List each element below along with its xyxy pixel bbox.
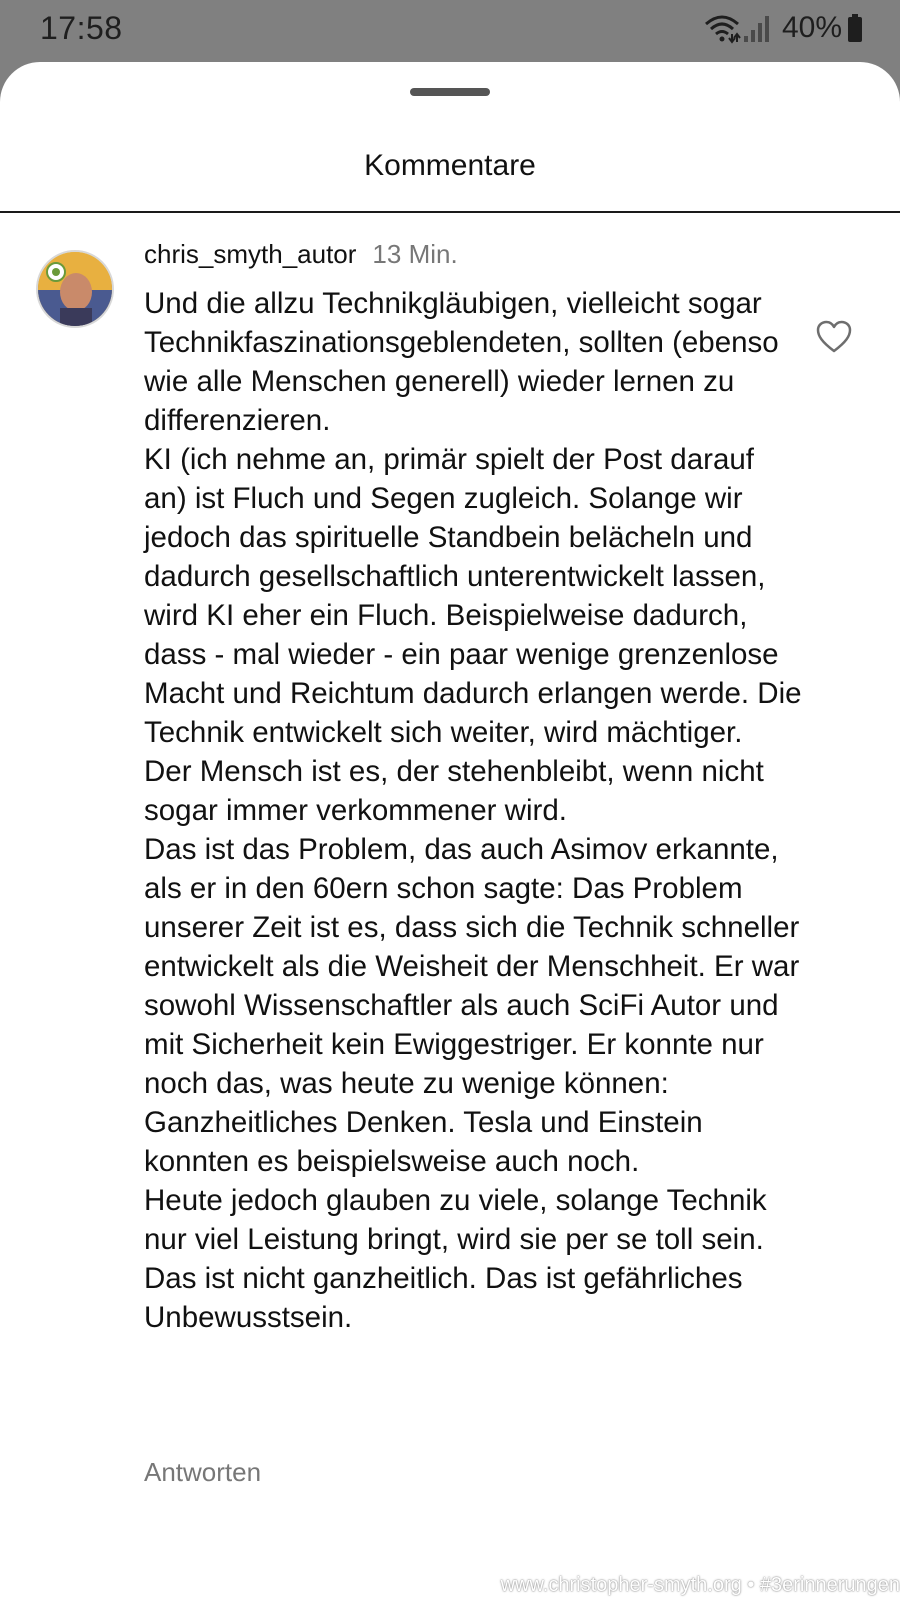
battery-percent: 40% <box>781 11 842 44</box>
comments-sheet <box>0 62 900 1600</box>
comment-username[interactable]: chris_smyth_autor <box>144 239 357 269</box>
avatar[interactable] <box>36 250 114 328</box>
comment-timestamp: 13 Min. <box>372 239 458 269</box>
signal-icon <box>742 12 772 44</box>
reply-button[interactable]: Antworten <box>144 1457 262 1487</box>
heart-outline-icon[interactable] <box>816 320 852 354</box>
sheet-title: Kommentare <box>364 149 536 182</box>
status-icons <box>702 8 864 48</box>
comment-header <box>144 234 458 274</box>
status-bar <box>0 0 900 56</box>
battery-icon <box>846 12 864 44</box>
status-time: 17:58 <box>40 10 123 46</box>
watermark: www.christopher-smyth.org • #3erinnerungen <box>500 1574 900 1596</box>
drag-handle[interactable] <box>410 88 490 96</box>
header-divider <box>0 211 900 213</box>
comment-text: Und die allzu Technikgläubigen, vielleicht sogar Technikfaszinationsgeblendeten, sollten (ebenso wie alle Menschen generell) wieder lernen zu differenzieren. KI (ich nehme an, primär spielt der Post darauf an) ist Fluch und Segen zugleich. Solange wir jedoch das spirituelle Standbein belächeln und dadurch gesellschaftlich unterentwickelt lassen, wird KI eher ein Fluch. Beispielweise dadurch, dass - mal wieder - ein paar wenige grenzenlose Macht und Reichtum dadurch erlangen werde. Die Technik entwickelt sich weiter, wird mächtiger. Der Mensch ist es, der stehenbleibt, wenn nicht sogar immer verkommener wird. Das ist das Problem, das auch Asimov erkannte, als er in den 60ern schon sagte: Das Problem unserer Zeit ist es, dass sich die Technik schneller entwickelt als die Weisheit der Menschheit. Er war sowohl Wissenschaftler als auch SciFi Autor und mit Sicherheit kein Ewiggestriger. Er konnte nur noch das, was heute zu wenige können: Ganzheitliches Denken. Tesla und Einstein konnten es beispielsweise auch noch. Heute jedoch glauben zu viele, solange Technik nur viel Leistung bringt, wird sie per se toll sein. Das ist nicht ganzheitlich. Das ist gefährliches Unbewusstsein. <box>144 287 802 1334</box>
wifi-icon <box>702 12 742 44</box>
